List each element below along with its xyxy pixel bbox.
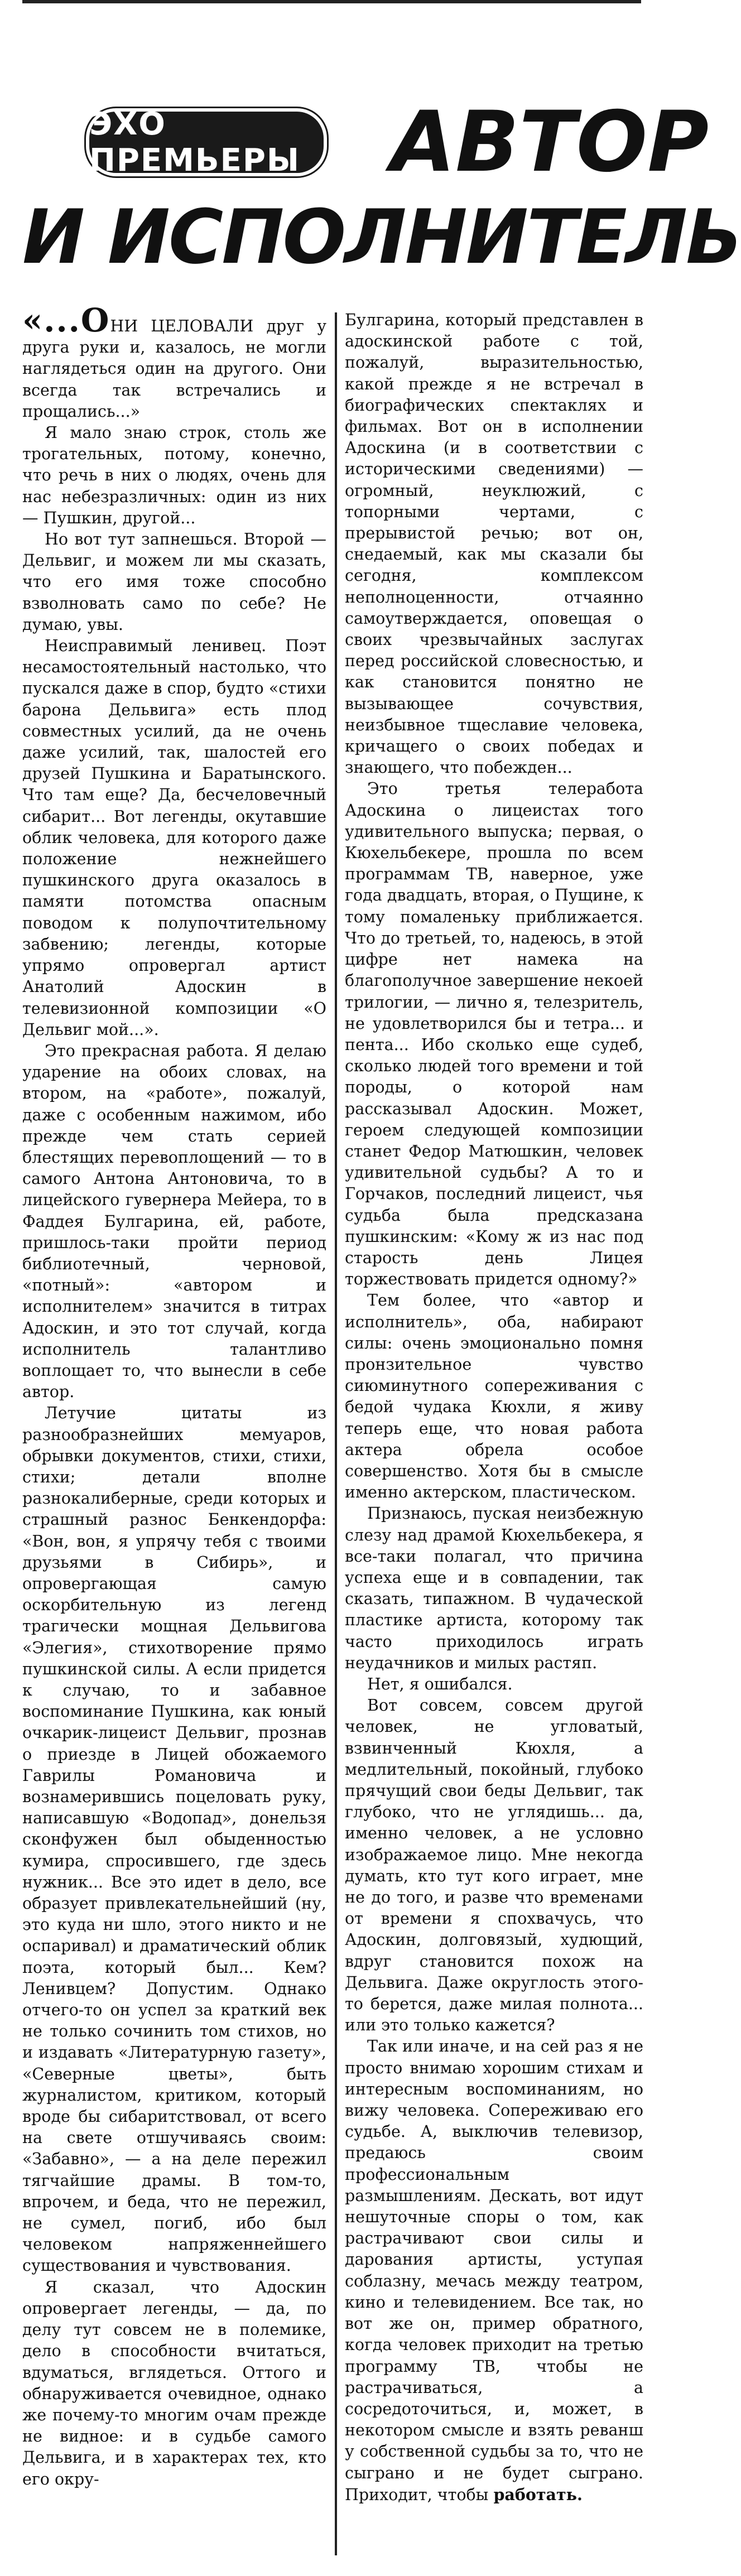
article-column-right xyxy=(345,310,643,2506)
paragraph-continued: Булгарина, который представлен в адоскинской работе с той, пожалуй, выразительностью, какой прежде я не встречал в биографических спектаклях и фильмах. Вот он в исполнении Адоскина (и в соответствии с историческими сведениями) — огромный, неуклюжий, с топорными чертами, с прерывистой речью; вот он, снедаемый, как мы сказали бы сегодня, комплексом неполноценности, отчаянно самоутверждается, оповещая о своих чрезвычайных заслугах перед российской словесностью, и как становится понятно не вызывающее сочувствия, неизбывное тщеславие человека, кричащего о своих победах и знающего, что побежден... xyxy=(345,311,643,777)
paragraph: Летучие цитаты из разнообразнейших мемуаров, обрывки документов, стихи, стихи, стихи; детали вполне разнокалиберные, среди которых и страшный разнос Бенкендорфа: «Вон, вон, я упрячу тебя с твоими друзьями в Сибирь», и опровергающая самую оскорбительную из легенд трагически мощная Дельвигова «Элегия», стихотворение прямо пушкинской силы. А если придется к случаю, то и забавное воспоминание Пушкина, как юный очкарик-лицеист Дельвиг, прознав о приезде в Лицей обожаемого Гаврилы Романовича и вознамерившись поцеловать руку, написавшую «Водопад», донельзя сконфужен был обыденностью кумира, спросившего, где здесь нужник... Все это идет в дело, все образует привлекательнейший (ну, это куда ни шло, этого никто и не оспаривал) и драматический облик поэта, который был... Кем? Ленивцем? Допустим. Однако отчего-то он успел за краткий век не только сочинить том стихов, но и издавать «Литературную газету», «Северные цветы», быть журналистом, критиком, который вроде бы сибаритствовал, от всего на свете отшучиваясь своим: «Забавно», — а на деле пережил тягчайшие драмы. В том-то, впрочем, и беда, что не пережил, не сумел, погиб, ибо был человеком напряженнейшего существования и чувствования. xyxy=(22,1404,326,2275)
paragraph: Но вот тут запнешься. Второй — Дельвиг, и можем ли мы сказать, что его имя тоже способно взволновать само по себе? Не думаю, увы. xyxy=(22,530,326,634)
kicker-label: ЭХО ПРЕМЬЕРЫ xyxy=(89,106,300,179)
lead-text: НИ ЦЕЛОВАЛИ друг у друга руки и, казалось, не могли наглядеться один на другого. Они всегда так встречались и прощались...» xyxy=(22,317,326,421)
paragraph: Я мало знаю строк, столь же трогательных, потому, конечно, что речь в них о людях, очень для нас небезразличных: один из них — Пушкин, другой... xyxy=(22,423,326,527)
paragraph: Это прекрасная работа. Я делаю ударение на обоих словах, на втором, на «работе», пожалуй, даже с особенным нажимом, ибо прежде чем стать серией блестящих перевоплощений — то в самого Антона Антоновича, то в лицейского гувернера Мейера, то в Фаддея Булгарина, ей, работе, пришлось-таки пройти период библиотечный, черновой, «потный»: «автором и исполнителем» значится в титрах Адоскин, и это тот случай, когда исполнитель талантливо воплощает то, что вынесли в себе автор. xyxy=(22,1041,326,1402)
final-text: Так или иначе, и на сей раз я не просто внимаю хорошим стихам и интересным воспоминаниям, но вижу человека. Сопереживаю его судьбе. А, выключив телевизор, предаюсь своим профессиональным размышлениям. Дескать, вот идут нешуточные споры о том, как растрачивают свои силы и дарования артисты, уступая соблазну, мечась между театром, кино и телевидением. Все так, но вот же он, пример обратного, когда человек приходит на третью программу ТВ, чтобы не растрачиваться, а сосредоточиться, и, может, в некотором смысле и взять реванш у собственной судьбы за то, что не сыграно и не будет сыграно. Приходит, чтобы xyxy=(345,2037,643,2504)
paragraph: Нет, я ошибался. xyxy=(367,1675,513,1693)
paragraph: Тем более, что «автор и исполнитель», оба, набирают силы: очень эмоционально помня пронзительное чувство сиюминутного сопереживания с бедой чудака Кюхли, я живу теперь еще, что новая работа актера обрела особое совершенство. Хотя бы в смысле именно актерском, пластическом. xyxy=(345,1291,643,1502)
headline-line-1: АВТОР xyxy=(391,94,709,191)
paragraph: Неисправимый ленивец. Поэт несамостоятельный настолько, что пускался даже в спор, будто «стихи барона Дельвига» есть плод совместных усилий, да не очень даже усилий, так, шалостей его друзей Пушкина и Баратынского. Что там еще? Да, бесчеловечный сибарит... Вот легенды, окутавшие облик человека, для которого даже положение нежнейшего пушкинского друга оказалось в памяти потомства опасным поводом к полупочтительному забвению; легенды, которые упрямо опровергал артист Анатолий Адоскин в телевизионной композиции «О Дельвиг мой...». xyxy=(22,637,326,1039)
column-divider xyxy=(335,312,337,2555)
headline-line-2: И ИСПОЛНИТЕЛЬ xyxy=(22,194,741,281)
drop-cap: «...О xyxy=(22,301,110,339)
kicker-badge xyxy=(89,106,324,179)
closing-word: работать. xyxy=(493,2484,583,2504)
paragraph: Я сказал, что Адоскин опровергает легенды, — да, по делу тут совсем не в полемике, дело в способности вчитаться, вдуматься, вглядеться. Оттого и обнаруживается очевидное, однако же почему-то многим очам прежде не видное: и в судьбе самого Дельвига, и в характерах тех, кто его окру- xyxy=(22,2278,326,2488)
article-column-left xyxy=(22,301,326,2490)
lead-paragraph xyxy=(22,301,326,422)
paragraph: Это третья телеработа Адоскина о лицеистах того удивительного выпуска; первая, о Кюхельбекере, прошла по всем программам ТВ, наверное, уже года двадцать, вторая, о Пущине, к тому помаленьку приближается. Что до третьей, то, надеюсь, в этой цифре нет намека на благополучное завершение некоей трилогии, — лично я, телезритель, не удовлетворился бы и тетра... и пента... Ибо сколько еще судеб, сколько людей того времени и той породы, о которой нам рассказывал Адоскин. Может, героем следующей композиции станет Федор Матюшкин, человек удивительной судьбы? А то и Горчаков, последний лицеист, чья судьба была предсказана пушкинским: «Кому ж из нас под старость день Лицея торжествовать придется одному?» xyxy=(345,779,643,1289)
paragraph: Признаюсь, пуская неизбежную слезу над драмой Кюхельбекера, я все-таки полагал, что причина успеха еще и в совпадении, так сказать, типажном. В чудаческой пластике артиста, которому так часто приходилось играть неудачников и милых растяп. xyxy=(345,1504,643,1672)
paragraph-final xyxy=(345,2036,643,2505)
paragraph: Вот совсем, совсем другой человек, не угловатый, взвинченный Кюхля, а медлительный, покойный, глубоко прячущий свои беды Дельвиг, так глубоко, что не углядишь... да, именно человек, а не условно изображаемое лицо. Мне некогда думать, кто тут кого играет, мне не до того, и разве что временами от времени я спохвачусь, что Адоскин, долговязый, худющий, вдруг становится похож на Дельвига. Даже округлость этого-то берется, даже милая полнота... или это только кажется? xyxy=(345,1696,643,2035)
top-rule xyxy=(22,0,641,3)
